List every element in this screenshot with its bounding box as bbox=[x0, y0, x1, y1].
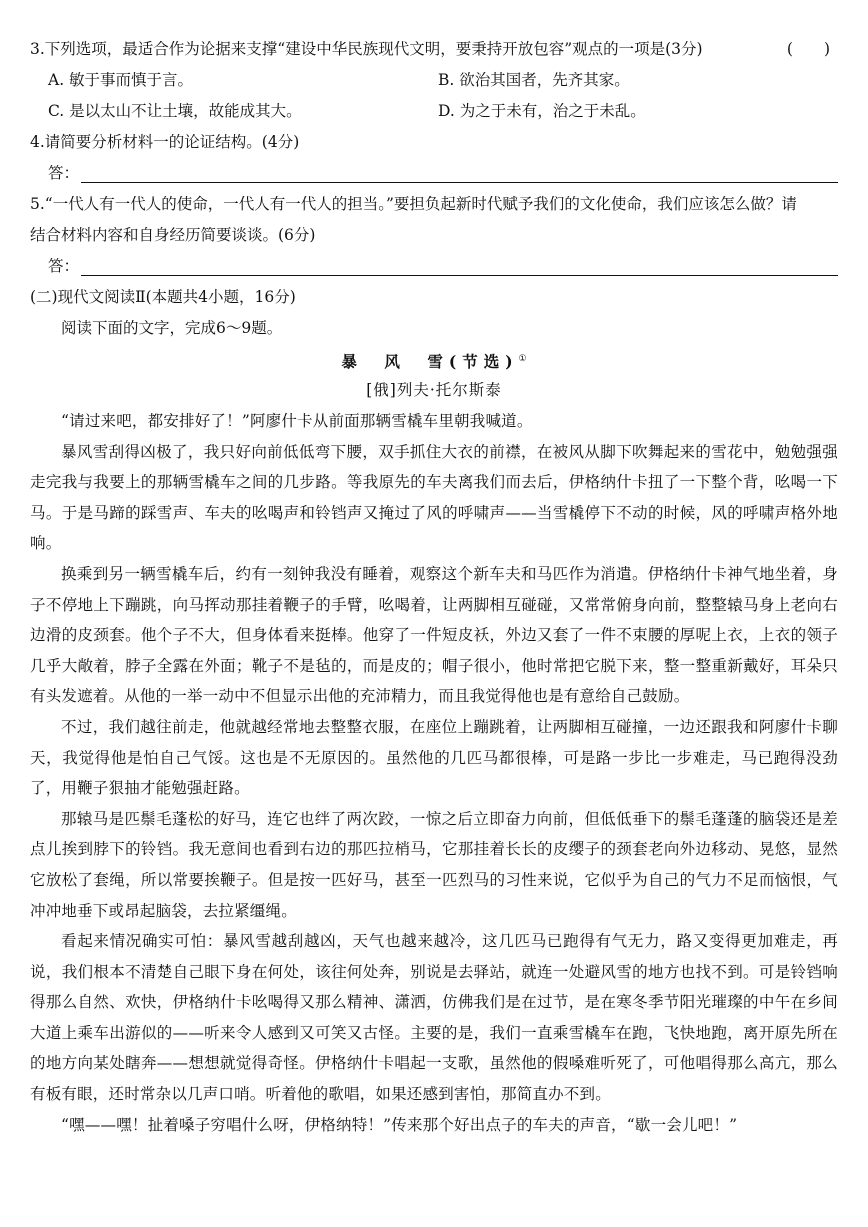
reading-instruction: 阅读下面的文字，完成6～9题。 bbox=[61, 319, 283, 337]
option-a: A. 敏于事而慎于言。 bbox=[48, 71, 194, 89]
question-3-options-row-2 bbox=[30, 96, 838, 127]
question-3-text: 3.下列选项，最适合作为论据来支撑“建设中华民族现代文明，要秉持开放包容”观点的一项是(3分) bbox=[30, 40, 703, 58]
article-paragraph: 看起来情况确实可怕：暴风雪越刮越凶，天气也越来越冷，这几匹马已跑得有气无力，路又变得更加难走，再说，我们根本不清楚自己眼下身在何处，该往何处奔，别说是去驿站，就连一处避风雪的地方也找不到。可是铃铛响得那么自然、欢快，伊格纳什卡吆喝得又那么精神、潇洒，仿佛我们是在过节，是在寒冬季节阳光璀璨的中午在乡间大道上乘车出游似的——听来令人感到又可笑又古怪。主要的是，我们一直乘雪橇车在跑，飞快地跑，离开原先所在的地方向某处瞎奔——想想就觉得奇怪。伊格纳什卡唱起一支歌，虽然他的假嗓难听死了，可他唱得那么高亢，那么有板有眼，还时常杂以几声口哨。听着他的歌唱，如果还感到害怕，那简直办不到。 bbox=[30, 932, 838, 1104]
exam-page bbox=[30, 34, 838, 1140]
answer-label: 答： bbox=[48, 164, 80, 182]
question-5-stem-line-2: 结合材料内容和自身经历简要谈谈。(6分) bbox=[30, 226, 316, 244]
answer-rule bbox=[81, 164, 838, 183]
question-4-answer-line bbox=[30, 158, 838, 189]
article-title-text: 暴 风 雪(节选) bbox=[341, 352, 519, 372]
question-3-stem bbox=[30, 34, 838, 65]
article-author: [俄]列夫·托尔斯泰 bbox=[366, 381, 502, 399]
article-paragraph: 换乘到另一辆雪橇车后，约有一刻钟我没有睡着，观察这个新车夫和马匹作为消遣。伊格纳什卡神气地坐着，身子不停地上下蹦跳，向马挥动那挂着鞭子的手臂，吆喝着，让两脚相互碰碰，又常常俯身向前，整整辕马身上老向右边滑的皮颈套。他个子不大，但身体看来挺棒。他穿了一件短皮袄，外边又套了一件不束腰的厚呢上衣，上衣的领子几乎大敞着，脖子全露在外面；靴子不是毡的，而是皮的；帽子很小，他时常把它脱下来，整一整重新戴好，耳朵只有头发遮着。从他的一举一动中不但显示出他的充沛精力，而且我觉得他也是有意给自己鼓励。 bbox=[30, 564, 838, 706]
question-3-options-row-1 bbox=[30, 65, 838, 96]
article-title bbox=[30, 344, 838, 375]
article-paragraph: 暴风雪刮得凶极了，我只好向前低低弯下腰，双手抓住大衣的前襟，在被风从脚下吹舞起来的雪花中，勉勉强强走完我与我要上的那辆雪橇车之间的几步路。等我原先的车夫离我们而去后，伊格纳什卡扭了一下整个背，吆喝一下马。于是马蹄的踩雪声、车夫的吆喝声和铃铛声又掩过了风的呼啸声——当雪橇停下不动的时候，风的呼啸声格外地响。 bbox=[30, 442, 838, 553]
article-paragraph: “请过来吧，都安排好了！”阿廖什卡从前面那辆雪橇车里朝我喊道。 bbox=[61, 412, 533, 430]
option-c: C. 是以太山不让土壤，故能成其大。 bbox=[48, 102, 302, 120]
question-5-answer-line bbox=[30, 251, 838, 282]
answer-parentheses: ( ) bbox=[786, 40, 830, 58]
answer-label: 答： bbox=[48, 257, 80, 275]
article-paragraph: “嘿——嘿！扯着嗓子穷唱什么呀，伊格纳特！”传来那个好出点子的车夫的声音，“歇一会儿吧！” bbox=[61, 1115, 738, 1134]
option-b: B. 欲治其国者，先齐其家。 bbox=[438, 71, 630, 89]
article-paragraph: 那辕马是匹鬃毛蓬松的好马，连它也绊了两次跤，一惊之后立即奋力向前，但低低垂下的鬃毛蓬蓬的脑袋还是差点儿挨到脖下的铃铛。我无意间也看到右边的那匹拉梢马，它那挂着长长的皮缨子的颈套老向外边移动、晃悠，显然它放松了套绳，所以常要挨鞭子。但是按一匹好马，甚至一匹烈马的习性来说，它似乎为自己的气力不足而恼恨，气冲冲地垂下或昂起脑袋，去拉紧缰绳。 bbox=[30, 809, 838, 920]
section-heading: (二)现代文阅读Ⅱ(本题共4小题，16分) bbox=[30, 288, 296, 306]
answer-rule bbox=[81, 257, 838, 276]
footnote-mark: ① bbox=[518, 354, 527, 364]
article-paragraph: 不过，我们越往前走，他就越经常地去整整衣服，在座位上蹦跳着，让两脚相互碰撞，一边还跟我和阿廖什卡聊天，我觉得他是怕自己气馁。这也是不无原因的。虽然他的几匹马都很棒，可是路一步比一步难走，马已跑得没劲了，用鞭子狠抽才能勉强赶路。 bbox=[30, 717, 838, 798]
question-4-stem: 4.请简要分析材料一的论证结构。(4分) bbox=[30, 133, 300, 151]
question-5-stem-line-1: 5.“一代人有一代人的使命，一代人有一代人的担当。”要担负起新时代赋予我们的文化使命，我们应该怎么做？请 bbox=[30, 195, 797, 213]
option-d: D. 为之于未有，治之于未乱。 bbox=[438, 102, 646, 120]
